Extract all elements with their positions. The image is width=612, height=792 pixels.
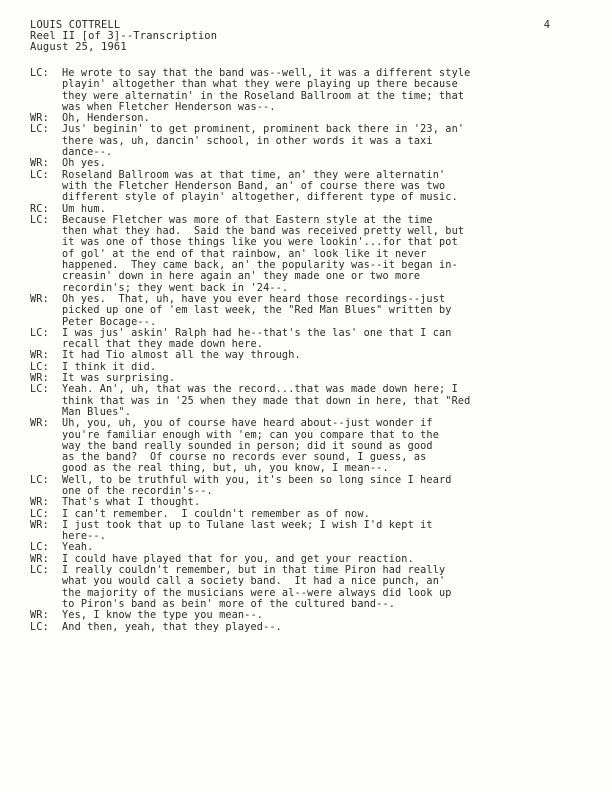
transcript-entry [30, 542, 575, 553]
utterance-line: Man Blues". [62, 406, 132, 418]
utterance-text [62, 328, 575, 351]
utterance-line: I really couldn't remember, but in that time Piron had really [62, 565, 446, 577]
utterance-line: good as the real thing, but, uh, you know, I mean--. [62, 463, 389, 475]
utterance-text [62, 113, 575, 124]
utterance-line: picked up one of 'em last week, the "Red Man Blues" written by [62, 305, 452, 317]
utterance-text [62, 373, 575, 384]
transcript-entry [30, 215, 575, 294]
utterance-line: Jus' beginin' to get prominent, prominent back there in '23, an' [62, 124, 465, 136]
utterance-line: And then, yeah, that they played--. [62, 621, 282, 633]
speaker-label: LC: [30, 542, 49, 554]
speaker-label: RC: [30, 203, 49, 215]
utterance-line: was when Fletcher Henderson was--. [62, 101, 276, 113]
speaker-label: LC: [30, 68, 49, 79]
transcript-entry [30, 68, 575, 113]
speaker-label: LC: [30, 565, 49, 577]
speaker-label: LC: [30, 327, 49, 339]
speaker-label: WR: [30, 293, 49, 305]
utterance-line: there was, uh, dancin' school, in other words it was a taxi [62, 135, 433, 147]
transcript-entry [30, 124, 575, 158]
utterance-text [62, 204, 575, 215]
utterance-line: of gol' at the end of that rainbow, an' look like it never [62, 248, 427, 260]
utterance-line: they were alternatin' in the Roseland Ballroom at the time; that [62, 90, 465, 102]
utterance-line: dance--. [62, 147, 113, 159]
speaker-label: WR: [30, 553, 49, 565]
utterance-line: you're familiar enough with 'em; can you compare that to the [62, 429, 440, 441]
utterance-line: then what they had. Said the band was received pretty well, but [62, 226, 465, 238]
utterance-text [62, 520, 575, 543]
utterance-text [62, 542, 575, 553]
utterance-line: I just took that up to Tulane last week; I wish I'd kept it [62, 519, 433, 531]
utterance-line: it was one of those things like you were lookin'...for that pot [62, 237, 458, 249]
utterance-line: I could have played that for you, and get your reaction. [62, 553, 414, 565]
utterance-line: I was jus' askin' Ralph had he--that's the las' one that I can [62, 327, 452, 339]
utterance-text [62, 554, 575, 565]
transcript-entry [30, 170, 575, 204]
utterance-line: Um hum. [62, 203, 106, 215]
transcript-entry [30, 554, 575, 565]
utterance-line: He wrote to say that the band was--well, it was a different style [62, 68, 471, 79]
speaker-label: WR: [30, 373, 49, 385]
speaker-label: WR: [30, 610, 49, 622]
utterance-text [62, 565, 575, 610]
transcript-entry [30, 497, 575, 508]
utterance-line: different style of playin' altogether, different type of music. [62, 192, 458, 204]
transcript-body [30, 68, 575, 633]
header-title: LOUIS COTTRELL [30, 19, 121, 31]
utterance-line: recordin's; they went back in '24--. [62, 282, 289, 294]
transcript-entry [30, 350, 575, 361]
utterance-text [62, 124, 575, 158]
utterance-line: think that was in '25 when they made that down in here, that "Red [62, 395, 471, 407]
utterance-line: Because Fletcher was more of that Eastern style at the time [62, 214, 433, 226]
utterance-line: Peter Bocage--. [62, 316, 157, 328]
utterance-line: recall that they made down here. [62, 339, 264, 351]
utterance-text [62, 170, 575, 204]
header-date: August 25, 1961 [30, 41, 127, 53]
utterance-text [62, 68, 575, 113]
speaker-label: LC: [30, 474, 49, 486]
page-number: 4 [543, 19, 550, 31]
transcript-entry [30, 328, 575, 351]
speaker-label: WR: [30, 350, 49, 362]
speaker-label: LC: [30, 361, 49, 373]
utterance-text [62, 497, 575, 508]
utterance-line: here--. [62, 531, 106, 543]
utterance-line: Roseland Ballroom was at that time, an' they were alternatin' [62, 169, 446, 181]
utterance-text [62, 610, 575, 621]
utterance-line: one of the recordin's--. [62, 485, 213, 497]
utterance-line: creasin' down in here again an' they made one or two more [62, 271, 421, 283]
utterance-line: It had Tio almost all the way through. [62, 350, 301, 362]
utterance-line: to Piron's band as bein' more of the cultured band--. [62, 598, 396, 610]
utterance-line: That's what I thought. [62, 497, 201, 509]
utterance-line: Uh, you, uh, you of course have heard about--just wonder if [62, 418, 433, 430]
transcript-entry [30, 373, 575, 384]
utterance-text [62, 622, 575, 633]
utterance-line: what you would call a society band. It had a nice punch, an' [62, 576, 446, 588]
utterance-text [62, 158, 575, 169]
utterance-line: Yeah. [62, 542, 94, 554]
utterance-line: way the band really sounded in person; did it sound as good [62, 440, 433, 452]
utterance-text [62, 362, 575, 373]
speaker-label: WR: [30, 418, 49, 430]
utterance-text [62, 509, 575, 520]
utterance-text [62, 418, 575, 474]
utterance-text [62, 215, 575, 294]
speaker-label: LC: [30, 214, 49, 226]
header-reel: Reel II [of 3]--Transcription [30, 30, 218, 42]
transcript-entry [30, 610, 575, 621]
transcript-entry [30, 418, 575, 474]
speaker-label: LC: [30, 621, 49, 633]
utterance-line: Yeah. An', uh, that was the record...that was made down here; I [62, 384, 458, 396]
utterance-text [62, 294, 575, 328]
transcript-entry [30, 565, 575, 610]
utterance-line: Oh, Henderson. [62, 113, 150, 125]
utterance-line: happened. They came back, an' the popularity was--it began in- [62, 260, 458, 272]
speaker-label: LC: [30, 508, 49, 520]
transcript-entry [30, 362, 575, 373]
transcript-entry [30, 113, 575, 124]
transcript-entry [30, 384, 575, 418]
document-header [30, 20, 590, 53]
utterance-line: with the Fletcher Henderson Band, an' of course there was two [62, 180, 446, 192]
utterance-line: I can't remember. I couldn't remember as of now. [62, 508, 370, 520]
transcript-entry [30, 509, 575, 520]
transcript-entry [30, 622, 575, 633]
speaker-label: WR: [30, 519, 49, 531]
utterance-line: Well, to be truthful with you, it's been so long since I heard [62, 474, 452, 486]
utterance-line: Yes, I know the type you mean--. [62, 610, 264, 622]
utterance-line: as the band? Of course no records ever sound, I guess, as [62, 452, 427, 464]
speaker-label: LC: [30, 384, 49, 396]
transcript-entry [30, 294, 575, 328]
utterance-line: the majority of the musicians were al--were always did look up [62, 587, 452, 599]
transcript-entry [30, 475, 575, 498]
transcript-entry [30, 520, 575, 543]
speaker-label: LC: [30, 169, 49, 181]
utterance-text [62, 475, 575, 498]
utterance-line: Oh yes. [62, 158, 106, 170]
utterance-line: I think it did. [62, 361, 157, 373]
utterance-text [62, 350, 575, 361]
utterance-text [62, 384, 575, 418]
utterance-line: It was surprising. [62, 373, 176, 385]
speaker-label: LC: [30, 124, 49, 136]
speaker-label: WR: [30, 158, 49, 170]
utterance-line: playin' altogether than what they were playing up there because [62, 79, 458, 91]
speaker-label: WR: [30, 113, 49, 125]
transcript-entry [30, 204, 575, 215]
speaker-label: WR: [30, 497, 49, 509]
transcript-entry [30, 158, 575, 169]
utterance-line: Oh yes. That, uh, have you ever heard those recordings--just [62, 293, 446, 305]
